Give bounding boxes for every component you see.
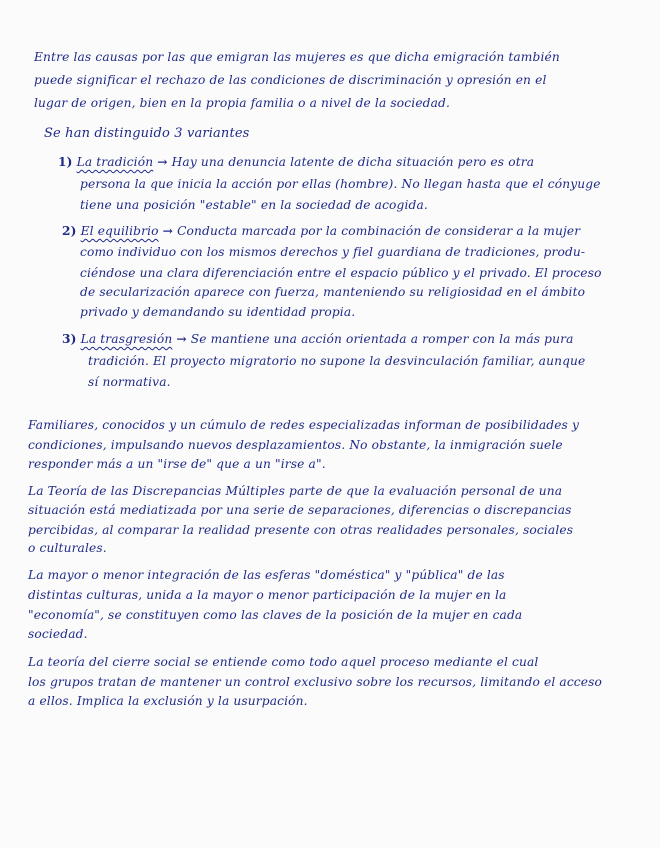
text-line: a ellos. Implica la exclusión y la usurpación. bbox=[28, 694, 308, 708]
text-line: los grupos tratan de mantener un control exclusivo sobre los recursos, limitando el acceso bbox=[28, 675, 603, 689]
variant-heading-line bbox=[62, 224, 580, 238]
variant-text: como individuo con los mismos derechos y fiel guardiana de tradiciones, produ- bbox=[80, 245, 586, 259]
arrow-icon: → bbox=[162, 224, 174, 238]
text-line: situación está mediatizada por una serie de separaciones, diferencias o discrepancias bbox=[28, 503, 572, 517]
text-line: La mayor o menor integración de las esferas "doméstica" y "pública" de las bbox=[28, 568, 505, 582]
text-line: distintas culturas, unida a la mayor o menor participación de la mujer en la bbox=[28, 588, 507, 602]
variant-number: 2) bbox=[62, 224, 77, 238]
variant-text: persona la que inicia la acción por ellas (hombre). No llegan hasta que el cónyuge bbox=[80, 177, 601, 191]
variant-text: Hay una denuncia latente de dicha situación pero es otra bbox=[171, 155, 535, 169]
text-line: condiciones, impulsando nuevos desplazamientos. No obstante, la inmigración suele bbox=[28, 438, 563, 452]
variant-text: tiene una posición "estable" en la sociedad de acogida. bbox=[80, 198, 428, 212]
variant-term: El equilibrio bbox=[80, 224, 159, 238]
text-line: La teoría del cierre social se entiende como todo aquel proceso mediante el cual bbox=[28, 655, 539, 669]
variant-term: La trasgresión bbox=[80, 332, 173, 346]
variant-text: privado y demandando su identidad propia. bbox=[80, 305, 356, 319]
variant-term: La tradición bbox=[76, 155, 154, 169]
text-line: responder más a un "irse de" que a un "irse a". bbox=[28, 457, 326, 471]
variant-text: tradición. El proyecto migratorio no supone la desvinculación familiar, aunque bbox=[88, 354, 586, 368]
text-line: Entre las causas por las que emigran las mujeres es que dicha emigración también bbox=[34, 50, 560, 64]
variant-text: Conducta marcada por la combinación de considerar a la mujer bbox=[177, 224, 581, 238]
variant-text: sí normativa. bbox=[88, 375, 171, 389]
text-line: "economía", se constituyen como las claves de la posición de la mujer en cada bbox=[28, 608, 523, 622]
variant-text: ciéndose una clara diferenciación entre el espacio público y el privado. El proceso bbox=[80, 266, 602, 280]
variant-text: Se mantiene una acción orientada a romper con la más pura bbox=[190, 332, 574, 346]
arrow-icon: → bbox=[157, 155, 168, 169]
text-line: Familiares, conocidos y un cúmulo de redes especializadas informan de posibilidades y bbox=[28, 418, 580, 432]
text-line: La Teoría de las Discrepancias Múltiples parte de que la evaluación personal de una bbox=[28, 484, 563, 498]
variant-number: 1) bbox=[58, 155, 73, 169]
text-line: o culturales. bbox=[28, 541, 107, 555]
variant-number: 3) bbox=[62, 332, 77, 346]
text-line: puede significar el rechazo de las condiciones de discriminación y opresión en el bbox=[34, 73, 547, 87]
variant-text: de secularización aparece con fuerza, manteniendo su religiosidad en el ámbito bbox=[80, 285, 586, 299]
text-line: sociedad. bbox=[28, 627, 88, 641]
variants-intro: Se han distinguido 3 variantes bbox=[44, 126, 250, 141]
variant-heading-line bbox=[62, 332, 574, 346]
text-line: lugar de origen, bien en la propia familia o a nivel de la sociedad. bbox=[34, 96, 451, 110]
arrow-icon: → bbox=[176, 332, 187, 346]
variant-heading-line bbox=[58, 155, 534, 169]
text-line: percibidas, al comparar la realidad presente con otras realidades personales, sociales bbox=[28, 523, 574, 537]
